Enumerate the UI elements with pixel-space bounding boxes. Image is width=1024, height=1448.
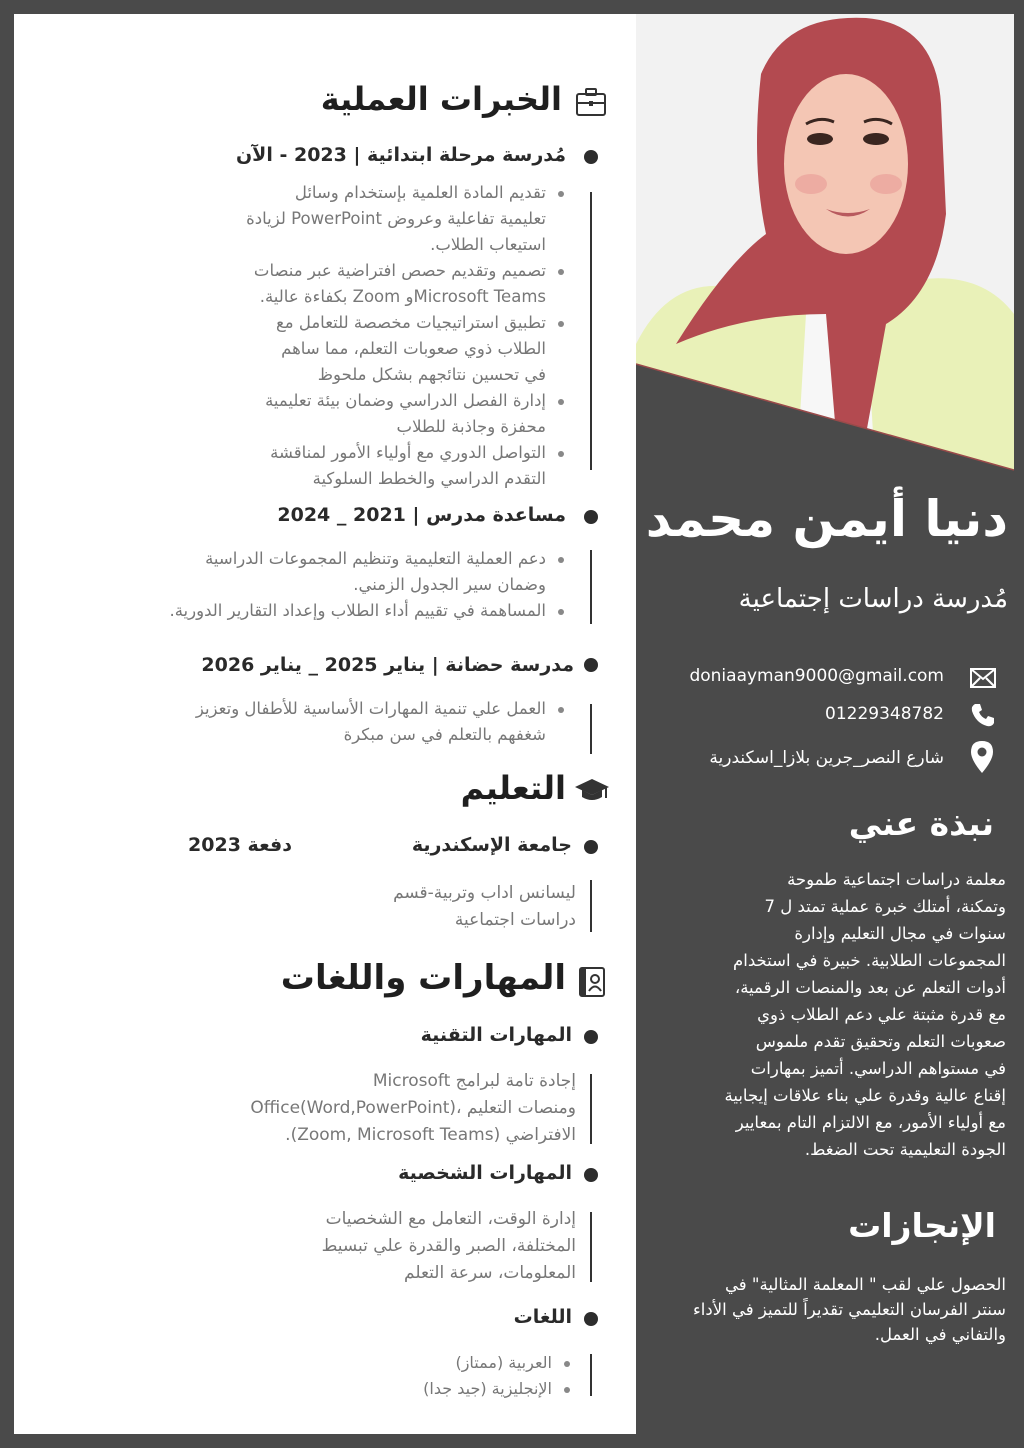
- address: شارع النصر_جرين بلازا_اسكندرية: [709, 748, 944, 768]
- lang-bullet: [584, 1312, 598, 1326]
- list-item: الإنجليزية (جيد جدا): [352, 1376, 552, 1402]
- list-item: العربية (ممتاز): [352, 1350, 552, 1376]
- graduation-year: دفعة 2023: [188, 834, 292, 856]
- skills-title: المهارات واللغات: [280, 958, 566, 998]
- job-bullets: [86, 546, 546, 624]
- list-item: دعم العملية التعليمية وتنظيم المجموعات الدراسية وضمان سير الجدول الزمني.: [86, 546, 546, 598]
- job-role: مُدرسة دراسات إجتماعية: [738, 584, 1008, 614]
- job-title: مُدرسة مرحلة ابتدائية | 2023 - الآن: [235, 144, 566, 166]
- job-bullet: [584, 510, 598, 524]
- soft-skills-title: المهارات الشخصية: [398, 1162, 572, 1184]
- job-bullet: [584, 658, 598, 672]
- list-item: التواصل الدوري مع أولياء الأمور لمناقشة التقدم الدراسي والخطط السلوكية: [166, 440, 546, 492]
- mail-icon: [970, 668, 996, 692]
- languages-title: اللغات: [513, 1306, 572, 1328]
- phone-icon: [970, 702, 996, 732]
- languages-list: [352, 1350, 552, 1402]
- main-column: [14, 14, 636, 1434]
- tech-skills-title: المهارات التقنية: [420, 1024, 572, 1046]
- job-title: مساعدة مدرس | 2021 _ 2024: [277, 504, 566, 526]
- soft-skills-text: إدارة الوقت، التعامل مع الشخصيات المختلفة، الصبر والقدرة علي تبسيط المعلومات، سرعة التعلم: [321, 1209, 576, 1283]
- experience-title: الخبرات العملية: [320, 80, 562, 118]
- graduation-cap-icon: [574, 776, 610, 808]
- list-item: تطبيق استراتيجيات مخصصة للتعامل مع الطلاب ذوي صعوبات التعلم، مما ساهم في تحسين نتائجهم بشكل ملحوظ: [166, 310, 546, 388]
- list-item: العمل علي تنمية المهارات الأساسية للأطفال وتعزيز شغفهم بالتعلم في سن مبكرة: [116, 696, 546, 748]
- skill-bullet: [584, 1030, 598, 1044]
- id-card-icon: [578, 966, 606, 1002]
- list-item: تقديم المادة العلمية بإستخدام وسائل تعليمية تفاعلية وعروض PowerPoint لزيادة استيعاب الطلاب.: [166, 180, 546, 258]
- timeline-line: [590, 550, 592, 624]
- timeline-line: [590, 1354, 592, 1396]
- timeline-line: [590, 1212, 592, 1282]
- timeline-line: [590, 880, 592, 932]
- edu-bullet: [584, 840, 598, 854]
- achievements-text: الحصول علي لقب " المعلمة المثالية" في سنتر الفرسان التعليمي تقديراً للتميز في الأداء والتفاني في العمل.: [693, 1275, 1006, 1344]
- list-item: إدارة الفصل الدراسي وضمان بيئة تعليمية محفزة وجاذبة للطلاب: [166, 388, 546, 440]
- location-pin-icon: [970, 740, 994, 778]
- job-bullets: [116, 696, 546, 748]
- achievements-title: الإنجازات: [848, 1206, 996, 1245]
- school-name: جامعة الإسكندرية: [411, 834, 572, 856]
- full-name: دنيا أيمن محمد: [645, 490, 1008, 548]
- list-item: تصميم وتقديم حصص افتراضية عبر منصات Microsoft Teamsو Zoom بكفاءة عالية.: [166, 258, 546, 310]
- list-item: المساهمة في تقييم أداء الطلاب وإعداد التقارير الدورية.: [86, 598, 546, 624]
- sidebar: [636, 14, 1014, 1434]
- degree-text: ليسانس اداب وتربية-قسم دراسات اجتماعية: [393, 883, 576, 930]
- profile-photo: [636, 14, 1014, 484]
- timeline-line: [590, 192, 592, 470]
- job-bullet: [584, 150, 598, 164]
- education-title: التعليم: [460, 769, 566, 807]
- skill-bullet: [584, 1168, 598, 1182]
- job-bullets: [166, 180, 546, 492]
- briefcase-icon: [575, 87, 607, 121]
- job-title: مدرسة حضانة | يناير 2025 _ يناير 2026: [201, 654, 574, 676]
- about-text: معلمة دراسات اجتماعية طموحة وتمكنة، أمتلك خبرة عملية تمتد ل 7 سنوات في مجال التعليم وإدارة المجموعات الطلابية. خبيرة في استخدام أدوات التعلم عن بعد والمنصات الرقمية، مع قدرة مثبتة علي دعم الطلاب ذوي صعوبات التعلم وتحقيق تقدم ملموس في مستواهم الدراسي. أتميز بمهارات إقناع عالية وقدرة علي بناء علاقات إيجابية مع أولياء الأمور، مع الالتزام التام بمعايير الجودة التعليمية تحت الضغط.: [724, 870, 1006, 1159]
- phone[interactable]: 01229348782: [825, 704, 944, 724]
- timeline-line: [590, 1074, 592, 1144]
- timeline-line: [590, 704, 592, 754]
- tech-skills-text: إجادة تامة لبرامج Microsoft Office(Word,PowerPoint)، ومنصات التعليم الافتراضي (Zoom, Microsoft Teams).: [250, 1071, 576, 1145]
- email[interactable]: doniaayman9000@gmail.com: [689, 666, 944, 686]
- about-title: نبذة عني: [848, 804, 994, 843]
